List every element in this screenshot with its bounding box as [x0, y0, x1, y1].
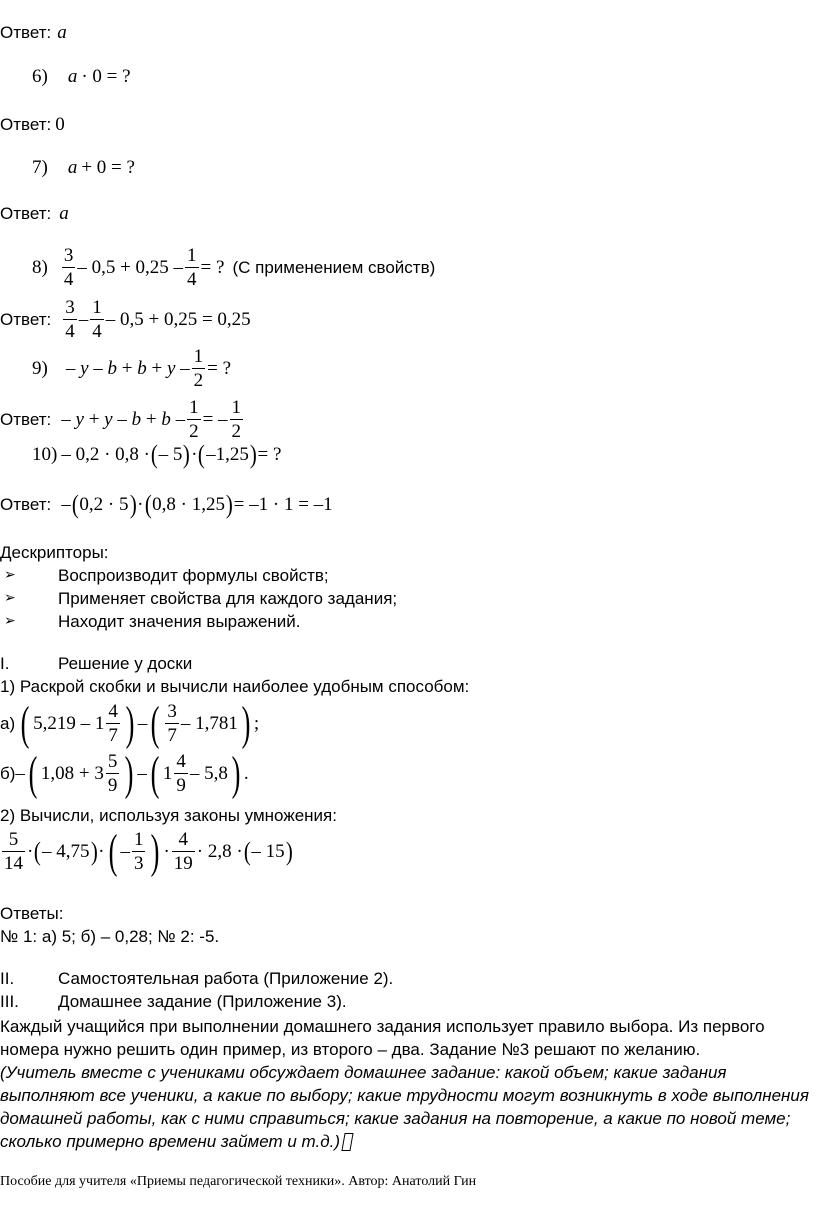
note-last-line [0, 1130, 352, 1153]
note-line: выполняют все ученики, а какие по выбору; какие трудности могут возникнуть в ходе выполнения [0, 1086, 809, 1105]
answer-value: a [57, 22, 67, 43]
section-number: II. [0, 969, 15, 988]
arrow-bullet-icon: ➢ [4, 566, 16, 582]
results-text: № 1: а) 5; б) – 0,28; № 2: -5. [0, 927, 220, 946]
problem-number: 6) [32, 66, 48, 87]
placeholder-glyph-icon [341, 1133, 353, 1151]
task-2: 2) Вычисли, используя законы умножения: [0, 806, 337, 825]
answer-5 [0, 22, 67, 44]
task-1b: б) – ( 1,08 + 3 $\frac{5}{9}$ ) – ( 1 $\frac{4}{9}$ – 5,8 ) . [0, 747, 249, 800]
section-number: III. [0, 992, 19, 1011]
task-1a: а) ( 5,219 – 1 $\frac{4}{7}$ ) – ( $\frac{3}{7}$ – 1,781 ) ; [0, 697, 260, 750]
problem-9: 9) – y – b + b + y – $\frac{1}{2}$ = ? [32, 346, 232, 391]
answer-10: Ответ: – ( 0,2 · 5 ) · ( 0,8 · 1,25 ) = –1 · 1 = –1 [0, 490, 333, 519]
fraction: $\frac{4}{19}$ [173, 829, 193, 874]
note-line: домашней работы, как с ними справиться; какие задания на повторение, а какие по новой теме; [0, 1109, 791, 1128]
note-line: (Учитель вместе с учениками обсуждает домашнее задание: какой объем; какие задания [0, 1063, 727, 1082]
answer-7 [0, 203, 69, 225]
answer-label: Ответ: [0, 115, 52, 134]
var-a: a [67, 157, 78, 178]
problem-7 [32, 157, 135, 179]
answer-label: Ответ: [0, 309, 52, 329]
answer-8: Ответ: $\frac{3}{4}$ – $\frac{1}{4}$ – 0,5 + 0,25 = 0,25 [0, 297, 251, 342]
section-number: I. [0, 654, 10, 673]
results-title: Ответы: [0, 904, 64, 923]
problem-note: (С применением свойств) [232, 257, 436, 277]
footer-text: Пособие для учителя «Приемы педагогической техники». Автор: Анатолий Гин [0, 1174, 477, 1189]
section-text: Самостоятельная работа (Приложение 2). [58, 969, 394, 988]
fraction: $\frac{4}{7}$ [108, 701, 118, 746]
fraction: $\frac{1}{2}$ [231, 397, 242, 442]
task-1: 1) Раскрой скобки и вычисли наиболее удобным способом: [0, 677, 470, 696]
fraction: $\frac{1}{3}$ [133, 829, 144, 874]
paragraph-line: Каждый учащийся при выполнении домашнего задания использует правило выбора. Из первого [0, 1017, 765, 1036]
fraction: $\frac{1}{2}$ [193, 346, 204, 391]
var-a: a [67, 66, 78, 87]
problem-number: 10) [32, 444, 58, 465]
answer-label: Ответ: [0, 23, 52, 42]
fraction: $\frac{1}{2}$ [189, 397, 199, 442]
answer-label: Ответ: [0, 204, 52, 223]
expression: + 0 = ? [81, 157, 135, 178]
problem-number: 9) [32, 357, 48, 379]
answer-label: Ответ: [0, 495, 52, 514]
problem-number: 7) [32, 157, 48, 178]
fraction: $\frac{5}{14}$ [4, 829, 23, 874]
descriptors-title: Дескрипторы: [0, 543, 109, 562]
item-label: б) [0, 764, 16, 783]
fraction: $\frac{4}{9}$ [176, 751, 186, 796]
note-line: сколько примерно времени займет и т.д.) [0, 1132, 341, 1151]
answer-value: a [59, 203, 69, 224]
fraction: $\frac{3}{4}$ [63, 245, 74, 290]
expression: · 0 = ? [81, 66, 131, 87]
answer-label: Ответ: [0, 409, 52, 429]
fraction: $\frac{1}{4}$ [92, 297, 102, 342]
section-text: Домашнее задание (Приложение 3). [58, 992, 347, 1011]
descriptor-item: ➢ Применяет свойства для каждого задания; [4, 589, 398, 608]
fraction: $\frac{1}{4}$ [187, 245, 197, 290]
paragraph-line: номера нужно решить один пример, из второго – два. Задание №3 решают по желанию. [0, 1040, 701, 1059]
problem-10: 10) – 0,2 · 0,8 · ( – 5 ) · ( –1,25 ) = ? [32, 440, 282, 469]
arrow-bullet-icon: ➢ [4, 612, 16, 628]
answer-value: 0 [55, 114, 65, 135]
arrow-bullet-icon: ➢ [4, 589, 16, 605]
descriptor-item: ➢ Находит значения выражений. [4, 612, 301, 631]
fraction: $\frac{3}{7}$ [167, 701, 177, 746]
item-label: а) [0, 714, 16, 733]
fraction: $\frac{3}{4}$ [65, 297, 75, 342]
answer-6 [0, 114, 65, 136]
problem-number: 8) [32, 256, 48, 278]
section-title: Решение у доски [58, 654, 193, 673]
problem-8: 8) $\frac{3}{4}$ – 0,5 + 0,25 – $\frac{1}{4}$ = ? (С применением свойств) [32, 245, 436, 290]
problem-6 [32, 66, 131, 88]
fraction: $\frac{5}{9}$ [107, 751, 118, 796]
answer-9: Ответ: – y + y – b + b – $\frac{1}{2}$ = – $\frac{1}{2}$ [0, 397, 242, 442]
descriptor-item: ➢ Воспроизводит формулы свойств; [4, 566, 329, 585]
task-2-expression: $\frac{5}{14}$ · ( – 4,75 ) · ( – $\frac{1}{3}$ ) · $\frac{4}{19}$ · 2,8 · ( – 15 ) [4, 825, 293, 878]
